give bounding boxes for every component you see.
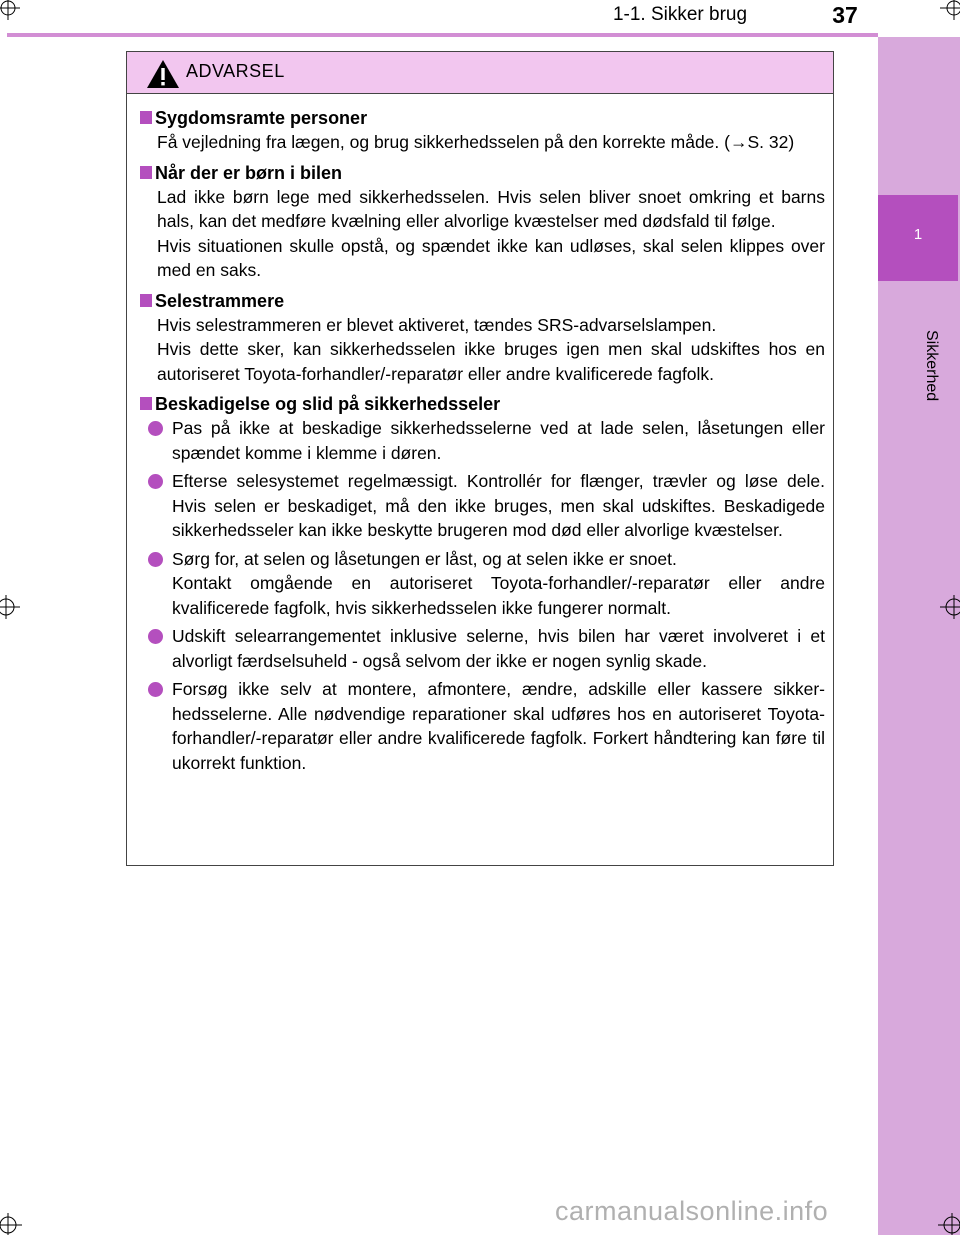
- crop-mark-icon: [936, 1201, 960, 1235]
- list-item: Efterse selesystemet regelmæssigt. Kontrollér for flænger, trævler og løse dele. Hvis selen er beskadiget, må den ikke bruges, men skal udskiftes. Beskadigede sikkerhedsseler kan ikke beskytte brugeren mod død eller alvorlige kvæstelser.: [135, 469, 825, 543]
- section-heading: Når der er børn i bilen: [135, 161, 825, 185]
- section-heading: Selestrammere: [135, 289, 825, 313]
- warning-header: [127, 52, 833, 94]
- list-item: Udskift selearrangementet inklusive selerne, hvis bilen har været involveret i et alvorligt færdselsuheld - også selvom der ikke er nogen synlig skade.: [135, 624, 825, 673]
- paragraph: Hvis selestrammeren er blevet aktiveret, tændes SRS-advarselslampen.: [157, 314, 717, 335]
- page-number: 37: [832, 2, 858, 28]
- crop-mark-icon: [936, 592, 960, 622]
- warning-title: ADVARSEL: [186, 61, 285, 81]
- square-bullet-icon: [140, 294, 152, 307]
- list-item: Forsøg ikke selv at montere, afmontere, ændre, adskille eller kassere sikker-hedsselerne. Alle nødvendige reparationer skal udføres hos en autoriseret Toyota-forhandler/-reparatør eller andre kvalificerede fagfolk. Forkert håndtering kan føre til ukorrekt funktion.: [135, 677, 825, 775]
- header-rule: [7, 33, 878, 37]
- warning-body: [127, 94, 833, 775]
- section-sick-persons: [135, 106, 825, 155]
- paragraph: Hvis dette sker, kan sikkerhedsselen ikke bruges igen men skal udskiftes hos en autoriseret Toyota-forhandler/-reparatør eller andre kvalificerede fagfolk.: [157, 339, 825, 384]
- paragraph: Hvis situationen skulle opstå, og spændet ikke kan udløses, skal selen klippes over med en saks.: [157, 235, 825, 280]
- round-bullet-icon: [148, 682, 163, 697]
- round-bullet-icon: [148, 552, 163, 567]
- crop-mark-icon: [0, 592, 24, 622]
- section-heading: Sygdomsramte personer: [135, 106, 825, 130]
- crop-mark-icon: [938, 0, 960, 24]
- round-bullet-icon: [148, 629, 163, 644]
- section-damage-wear: [135, 392, 825, 775]
- square-bullet-icon: [140, 111, 152, 124]
- chapter-number-tab: 1: [878, 195, 958, 281]
- warning-box: [126, 51, 834, 866]
- square-bullet-icon: [140, 166, 152, 179]
- crop-mark-icon: [0, 0, 24, 24]
- list-item: Sørg for, at selen og låsetungen er låst, og at selen ikke er snoet. Kontakt omgående en autoriseret Toyota-forhandler/-reparatør eller andre kvalificerede fagfolk, hvis sikkerhedsselen ikke fungerer normalt.: [135, 547, 825, 621]
- crop-mark-icon: [0, 1201, 24, 1235]
- section-children: [135, 161, 825, 283]
- watermark: carmanualsonline.info: [555, 1196, 829, 1226]
- section-heading: Beskadigelse og slid på sikkerhedsseler: [135, 392, 825, 416]
- paragraph: Få vejledning fra lægen, og brug sikkerhedsselen på den korrekte måde. (→S. 32): [157, 132, 795, 152]
- round-bullet-icon: [148, 474, 163, 489]
- warning-triangle-icon: [146, 59, 180, 89]
- chapter-label: Sikkerhed: [923, 330, 940, 402]
- paragraph: Lad ikke børn lege med sikkerhedsselen. Hvis selen bliver snoet omkring et barns hals, kan det medføre kvælning eller alvorlige kvæstelser med dødsfald til følge.: [157, 186, 825, 231]
- section-pretensioners: [135, 289, 825, 387]
- square-bullet-icon: [140, 397, 152, 410]
- list-item: Pas på ikke at beskadige sikkerhedsselerne ved at lade selen, låsetungen eller spændet komme i klemme i døren.: [135, 416, 825, 465]
- section-title: 1-1. Sikker brug: [612, 4, 748, 25]
- round-bullet-icon: [148, 421, 163, 436]
